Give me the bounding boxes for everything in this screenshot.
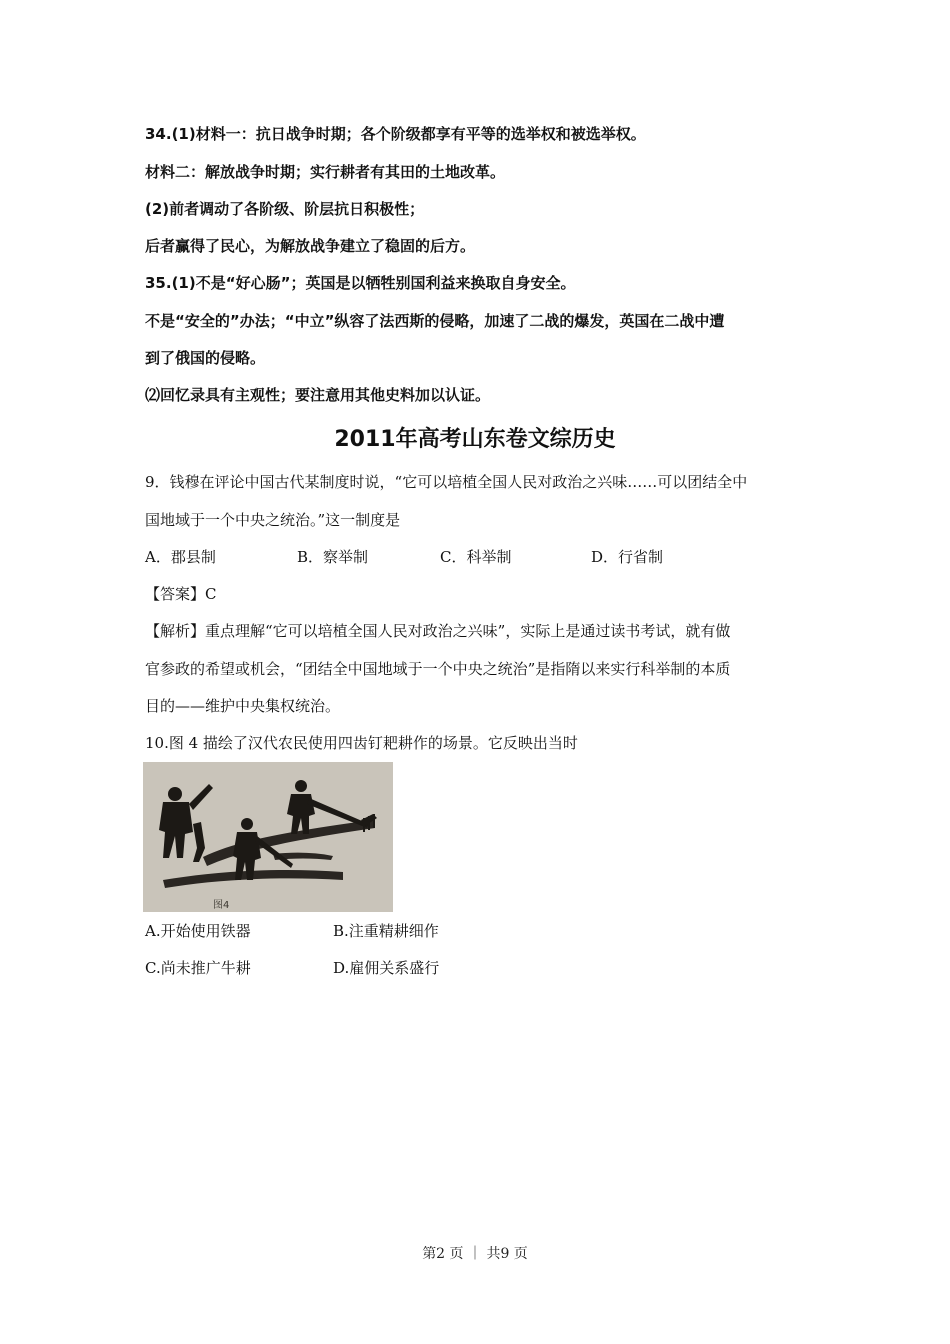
figure-caption: 图4 (213, 900, 230, 911)
answer-line-6: 不是“安全的”办法；“中立”纵容了法西斯的侵略，加速了二战的爆发，英国在二战中遭 (145, 312, 725, 330)
q9-option-d: D．行省制 (591, 548, 664, 566)
q9-option-b: B．察举制 (297, 548, 369, 566)
page-footer: 第2 页 ｜ 共9 页 (422, 1246, 528, 1262)
answer-line-2: 材料二：解放战争时期；实行耕者有其田的土地改革。 (145, 163, 506, 181)
q9-stem-line-2: 国地域于一个中央之统治。”这一制度是 (145, 511, 401, 529)
section-title: 2011年高考山东卷文综历史 (334, 427, 616, 452)
q9-analysis-line-1: 【解析】重点理解“它可以培植全国人民对政治之兴味”，实际上是通过读书考试，就有做 (145, 622, 731, 640)
q10-option-d: D.雇佣关系盛行 (333, 959, 440, 977)
q9-analysis-line-2: 官参政的希望或机会，“团结全中国地域于一个中央之统治”是指隋以来实行科举制的本质 (145, 660, 731, 678)
q9-answer: 【答案】C (145, 585, 217, 603)
q9-analysis-line-3: 目的——维护中央集权统治。 (145, 697, 341, 715)
q9-option-c: C．科举制 (440, 548, 512, 566)
answer-line-8: ⑵回忆录具有主观性；要注意用其他史料加以认证。 (145, 386, 491, 404)
q9-stem-line-1: 9．钱穆在评论中国古代某制度时说，“它可以培植全国人民对政治之兴味……可以团结全中 (145, 473, 748, 491)
answer-line-1: 34.(1)材料一：抗日战争时期；各个阶级都享有平等的选举权和被选举权。 (145, 125, 646, 143)
q10-option-a: A.开始使用铁器 (145, 922, 251, 940)
answer-line-7: 到了俄国的侵略。 (145, 349, 266, 367)
q10-option-b: B.注重精耕细作 (333, 922, 439, 940)
q9-option-a: A．郡县制 (145, 548, 216, 566)
answer-line-3: (2)前者调动了各阶级、阶层抗日积极性； (145, 200, 425, 218)
q10-option-c: C.尚未推广牛耕 (145, 959, 251, 977)
figure-4-farming-scene (143, 762, 393, 912)
answer-line-5: 35.(1)不是“好心肠”；英国是以牺牲别国利益来换取自身安全。 (145, 274, 576, 292)
answer-line-4: 后者赢得了民心，为解放战争建立了稳固的后方。 (145, 237, 476, 255)
q10-stem: 10.图 4 描绘了汉代农民使用四齿钉耙耕作的场景。它反映出当时 (145, 734, 578, 752)
